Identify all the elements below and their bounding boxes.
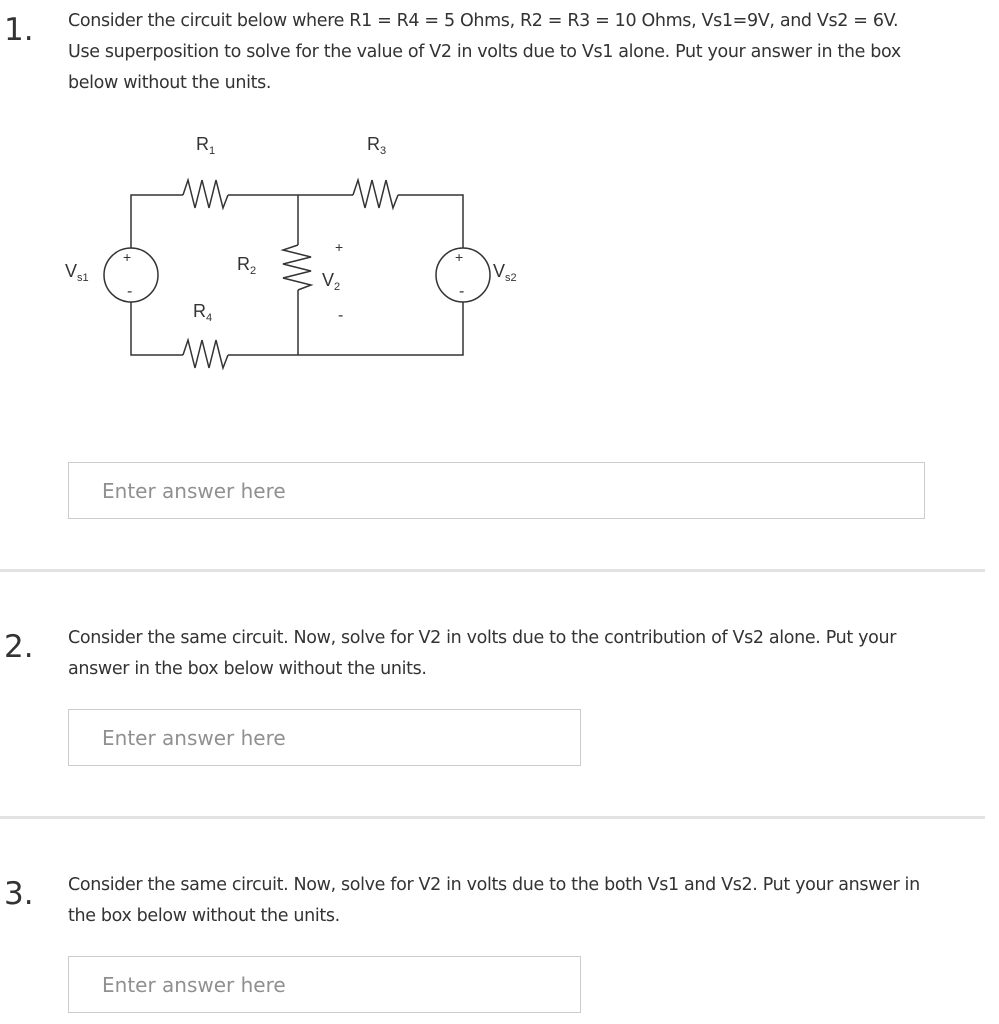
divider-1 (0, 569, 985, 572)
question-3-answer-input[interactable] (68, 956, 581, 1013)
vs2-label: $V_{s2}$ (493, 261, 517, 284)
vs1-minus: - (127, 283, 133, 300)
r2-resistor (283, 245, 311, 290)
vs1-plus: + (123, 249, 132, 265)
v2-label: $V_2$ (322, 270, 341, 293)
question-1-number: 1. (4, 12, 34, 48)
question-2-answer-input[interactable] (68, 709, 581, 766)
vs2-minus: - (459, 283, 465, 300)
v2-plus: + (335, 239, 344, 255)
r1-label: $R_1$ (196, 134, 216, 157)
r4-resistor (183, 340, 228, 368)
r1-resistor (183, 180, 228, 208)
vs1-label: $V_{s1}$ (65, 261, 89, 284)
question-3-text: Consider the same circuit. Now, solve for V2 in volts due to the both Vs1 and Vs2. Put your answer in the box below without the units. (68, 875, 920, 926)
v2-minus: - (338, 307, 344, 324)
wire-bottom (228, 302, 463, 355)
wire-top-left (131, 195, 183, 248)
question-2-number: 2. (4, 629, 34, 665)
r4-label: $R_4$ (193, 301, 213, 324)
wire-top-right (398, 195, 463, 248)
r3-resistor (353, 180, 398, 208)
circuit-diagram (55, 120, 555, 400)
vs2-plus: + (455, 249, 464, 265)
question-1-answer-input[interactable] (68, 462, 925, 519)
r3-label: $R_3$ (367, 134, 387, 157)
question-1-text: Consider the circuit below where R1 = R4 = 5 Ohms, R2 = R3 = 10 Ohms, Vs1=9V, and Vs2 = 6V. Use superposition to solve for the value of V2 in volts due to Vs1 alone. Put your answer in the box below without the units. (68, 11, 901, 93)
wire-bottom-left (131, 302, 183, 355)
question-2-text: Consider the same circuit. Now, solve for V2 in volts due to the contribution of Vs2 alone. Put your answer in the box below without the units. (68, 628, 897, 679)
r2-label: $R_2$ (237, 254, 257, 277)
question-3-number: 3. (4, 876, 34, 912)
divider-2 (0, 816, 985, 819)
